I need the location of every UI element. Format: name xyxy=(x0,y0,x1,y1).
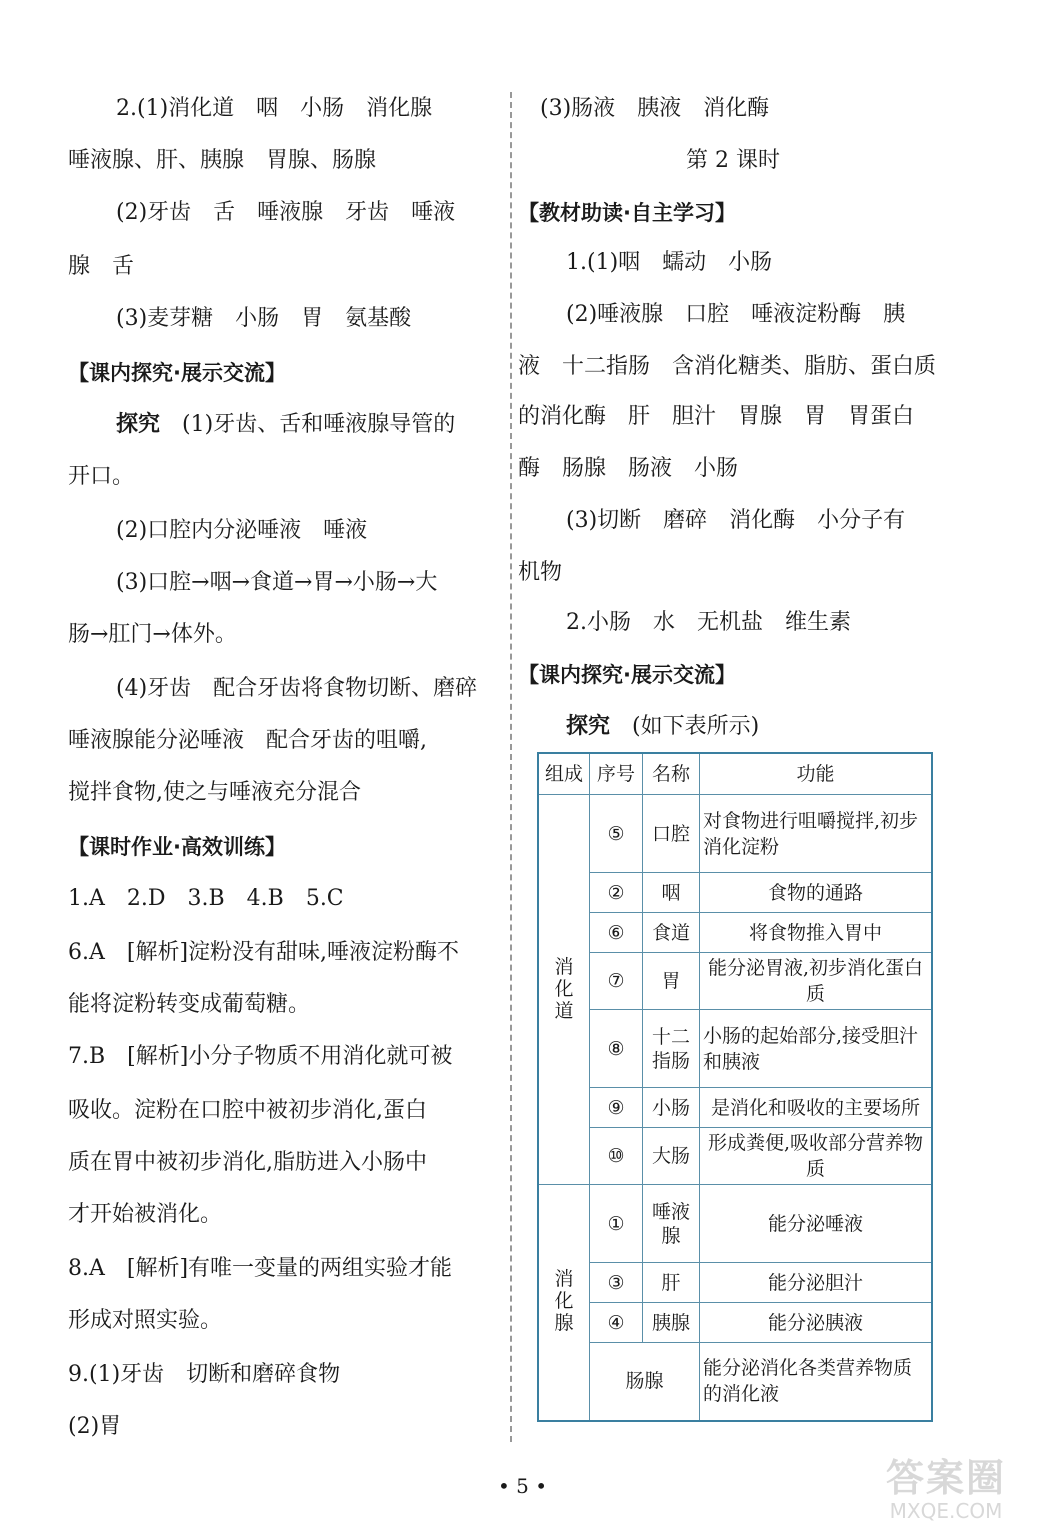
page-number: • 5 • xyxy=(497,1474,548,1498)
table-row xyxy=(538,1088,932,1128)
line-text: 搅拌食物,使之与唾液充分混合 xyxy=(68,780,361,805)
text-line xyxy=(116,304,411,334)
text-line xyxy=(68,1254,452,1284)
text-line xyxy=(68,778,361,808)
table-row xyxy=(538,1263,932,1303)
line-text: 开口。 xyxy=(68,464,135,489)
line-text: 吸收。淀粉在口腔中被初步消化,蛋白 xyxy=(68,1098,427,1123)
table-row xyxy=(538,1303,932,1343)
line-text: 7.B [解析]小分子物质不用消化就可被 xyxy=(68,1044,453,1069)
line-text: (如下表所示) xyxy=(632,714,760,739)
text-line xyxy=(116,568,437,598)
line-text: 第 2 课时 xyxy=(686,148,780,173)
organ-name-cell: 大肠 xyxy=(643,1128,700,1185)
text-line xyxy=(566,608,851,638)
table-row xyxy=(538,1010,932,1088)
text-line xyxy=(518,352,936,382)
organ-function-cell: 能分泌唾液 xyxy=(700,1185,933,1263)
watermark-logo xyxy=(861,1456,1031,1526)
text-line xyxy=(68,884,344,914)
text-line xyxy=(518,402,914,432)
organ-name-cell: 十二指肠 xyxy=(643,1010,700,1088)
text-line xyxy=(116,674,477,704)
organ-name-cell: 唾液腺 xyxy=(643,1185,700,1263)
table-header-row xyxy=(538,753,932,795)
text-line xyxy=(68,1042,452,1072)
organ-function-cell: 形成粪便,吸收部分营养物质 xyxy=(700,1128,933,1185)
organ-number-cell: ② xyxy=(590,873,643,913)
organ-function-cell: 能分泌消化各类营养物质的消化液 xyxy=(700,1343,933,1421)
text-line xyxy=(116,94,432,124)
section-heading xyxy=(68,832,286,862)
line-text: (2)牙齿 舌 唾液腺 牙齿 唾液 xyxy=(116,200,456,225)
line-text: (3)麦芽糖 小肠 胃 氨基酸 xyxy=(116,306,412,331)
text-line xyxy=(566,248,772,278)
text-line xyxy=(68,146,376,176)
text-line xyxy=(68,1096,427,1126)
table-row xyxy=(538,953,932,1010)
text-line xyxy=(68,990,310,1020)
digestive-system-table xyxy=(537,752,933,1422)
header-group: 组成 xyxy=(538,753,590,795)
line-text: 【教材助读·自主学习】 xyxy=(518,201,736,225)
organ-number-cell: ⑨ xyxy=(590,1088,643,1128)
line-text: 唾液腺能分泌唾液 配合牙齿的咀嚼, xyxy=(68,728,427,753)
organ-name-cell: 口腔 xyxy=(643,795,700,873)
section-heading xyxy=(68,358,286,388)
line-text: 【课内探究·展示交流】 xyxy=(518,663,736,687)
organ-name-cell: 食道 xyxy=(643,913,700,953)
organ-number-cell: ⑦ xyxy=(590,953,643,1010)
text-line xyxy=(116,410,455,440)
text-line xyxy=(518,454,738,484)
organ-function-cell: 能分泌胆汁 xyxy=(700,1263,933,1303)
line-text: 2.(1)消化道 咽 小肠 消化腺 xyxy=(116,96,433,121)
group-name: 消化道 xyxy=(554,955,574,1022)
organ-name-cell: 胃 xyxy=(643,953,700,1010)
organ-number-cell: ⑤ xyxy=(590,795,643,873)
table-row xyxy=(538,1128,932,1185)
line-text: 液 十二指肠 含消化糖类、脂肪、蛋白质 xyxy=(518,354,937,379)
inquiry-label: 探究 xyxy=(116,412,161,437)
organ-number-cell: ① xyxy=(590,1185,643,1263)
line-text: 能将淀粉转变成葡萄糖。 xyxy=(68,992,311,1017)
text-line xyxy=(566,712,759,742)
line-text: (3)肠液 胰液 消化酶 xyxy=(540,96,770,121)
line-text: 1.(1)咽 蠕动 小肠 xyxy=(566,250,773,275)
header-number: 序号 xyxy=(590,753,643,795)
table-row xyxy=(538,913,932,953)
line-text: 【课时作业·高效训练】 xyxy=(68,835,286,859)
text-line xyxy=(68,252,134,282)
organ-number-cell: ④ xyxy=(590,1303,643,1343)
group-cell xyxy=(538,1185,590,1421)
line-text: 机物 xyxy=(518,560,563,585)
table-row xyxy=(538,1185,932,1263)
watermark-title: 答案圈 xyxy=(885,1456,1006,1500)
organ-function-cell: 小肠的起始部分,接受胆汁和胰液 xyxy=(700,1010,933,1088)
line-text: 1.A 2.D 3.B 4.B 5.C xyxy=(68,886,344,911)
line-text: 才开始被消化。 xyxy=(68,1202,223,1227)
group-cell xyxy=(538,795,590,1185)
line-text: 6.A [解析]淀粉没有甜味,唾液淀粉酶不 xyxy=(68,940,460,965)
organ-number-cell: ③ xyxy=(590,1263,643,1303)
organ-name-cell: 小肠 xyxy=(643,1088,700,1128)
line-text: 的消化酶 肝 胆汁 胃腺 胃 胃蛋白 xyxy=(518,404,915,429)
text-line xyxy=(566,506,905,536)
header-name: 名称 xyxy=(643,753,700,795)
organ-function-cell: 是消化和吸收的主要场所 xyxy=(700,1088,933,1128)
line-text: 酶 肠腺 肠液 小肠 xyxy=(518,456,739,481)
organ-number-cell: ⑩ xyxy=(590,1128,643,1185)
text-line xyxy=(68,620,237,650)
organ-number-cell: ⑧ xyxy=(590,1010,643,1088)
organ-name-cell: 肠腺 xyxy=(590,1343,700,1421)
text-line xyxy=(116,516,367,546)
table-row xyxy=(538,873,932,913)
text-line xyxy=(68,1200,222,1230)
column-divider xyxy=(510,92,512,1442)
organ-name-cell: 胰腺 xyxy=(643,1303,700,1343)
group-name: 消化腺 xyxy=(554,1268,574,1335)
text-line xyxy=(540,94,769,124)
organ-function-cell: 能分泌胰液 xyxy=(700,1303,933,1343)
organ-number-cell: ⑥ xyxy=(590,913,643,953)
inquiry-label: 探究 xyxy=(566,714,611,739)
section-heading xyxy=(518,660,736,690)
line-text: (2)唾液腺 口腔 唾液淀粉酶 胰 xyxy=(566,302,906,327)
line-text: 形成对照实验。 xyxy=(68,1308,223,1333)
line-text: (3)口腔→咽→食道→胃→小肠→大 xyxy=(116,570,438,595)
line-text: 2.小肠 水 无机盐 维生素 xyxy=(566,610,851,635)
line-text: (4)牙齿 配合牙齿将食物切断、磨碎 xyxy=(116,676,478,701)
line-text: (3)切断 磨碎 消化酶 小分子有 xyxy=(566,508,906,533)
line-text: (2)胃 xyxy=(68,1414,122,1439)
text-line xyxy=(68,462,134,492)
text-line xyxy=(68,726,427,756)
section-heading xyxy=(518,198,736,228)
table-row xyxy=(538,1343,932,1421)
organ-function-cell: 将食物推入胃中 xyxy=(700,913,933,953)
header-function: 功能 xyxy=(700,753,933,795)
organ-function-cell: 食物的通路 xyxy=(700,873,933,913)
line-text: 肠→肛门→体外。 xyxy=(68,622,237,647)
line-text: 唾液腺、肝、胰腺 胃腺、肠腺 xyxy=(68,148,377,173)
line-text: (1)牙齿、舌和唾液腺导管的 xyxy=(182,412,456,437)
text-line xyxy=(68,1360,340,1390)
organ-name-cell: 肝 xyxy=(643,1263,700,1303)
text-line xyxy=(68,1306,222,1336)
line-text: 腺 舌 xyxy=(68,254,135,279)
text-line xyxy=(68,1412,121,1442)
text-line xyxy=(518,146,948,176)
organ-function-cell: 对食物进行咀嚼搅拌,初步消化淀粉 xyxy=(700,795,933,873)
watermark-url: MXQE.COM xyxy=(889,1499,1003,1523)
line-text: (2)口腔内分泌唾液 唾液 xyxy=(116,518,368,543)
line-text: 质在胃中被初步消化,脂肪进入小肠中 xyxy=(68,1150,427,1175)
organ-name-cell: 咽 xyxy=(643,873,700,913)
text-line xyxy=(566,300,905,330)
text-line xyxy=(116,198,455,228)
table-row xyxy=(538,795,932,873)
line-text: 【课内探究·展示交流】 xyxy=(68,361,286,385)
line-text: 9.(1)牙齿 切断和磨碎食物 xyxy=(68,1362,341,1387)
text-line xyxy=(68,938,459,968)
text-line xyxy=(518,558,562,588)
organ-function-cell: 能分泌胃液,初步消化蛋白质 xyxy=(700,953,933,1010)
text-line xyxy=(68,1148,427,1178)
line-text: 8.A [解析]有唯一变量的两组实验才能 xyxy=(68,1256,453,1281)
